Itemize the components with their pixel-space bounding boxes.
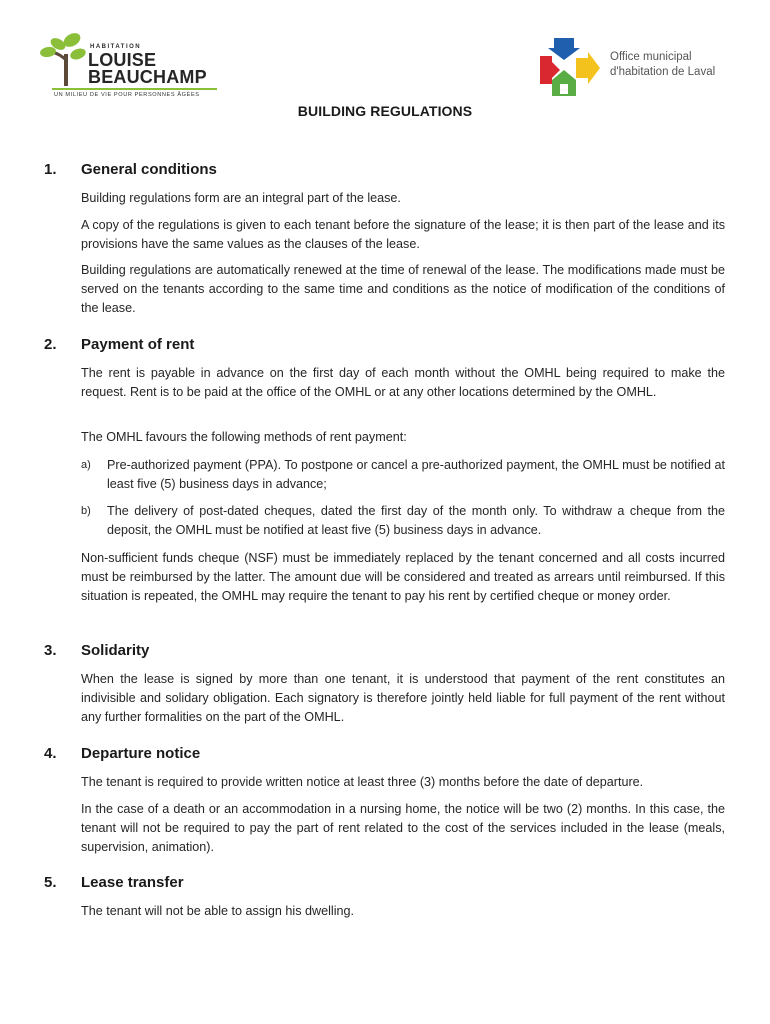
omhl-name-line1: Office municipal: [610, 51, 692, 63]
list-marker: b): [81, 505, 91, 517]
logo-line2: BEAUCHAMP: [88, 67, 207, 87]
section-number: 2.: [44, 336, 57, 353]
omhl-logo: [538, 34, 728, 100]
section-5-paragraph: The tenant will not be able to assign his dwelling.: [81, 904, 355, 918]
logo-small-text: HABITATION: [90, 44, 142, 50]
section-number: 1.: [44, 161, 57, 178]
section-number: 5.: [44, 874, 57, 891]
section-2-paragraph: The rent is payable in advance on the first day of each month without the OMHL being required to make the request. Rent is to be paid at the office of the OMHL or at any other locations determined by the OMHL.: [81, 366, 725, 399]
section-1-heading: [44, 161, 217, 178]
list-marker: a): [81, 459, 91, 471]
logo-line1: LOUISE: [88, 50, 157, 70]
list-item: [81, 456, 725, 494]
section-title: Solidarity: [81, 642, 150, 659]
section-3-paragraph: When the lease is signed by more than one tenant, it is understood that payment of the rent constitutes an indivisible and solidary obligation. Each signatory is therefore jointly held liable for full payment of the rent without any further formalities on the part of the OMHL.: [81, 672, 725, 724]
section-1-paragraph: Building regulations form are an integral part of the lease.: [81, 191, 401, 205]
section-4-paragraph: The tenant is required to provide written notice at least three (3) months before the date of departure.: [81, 775, 644, 789]
section-number: 4.: [44, 745, 57, 762]
omhl-emblem-icon: [538, 34, 604, 100]
document-title: BUILDING REGULATIONS: [297, 103, 473, 119]
section-4-paragraph: In the case of a death or an accommodation in a nursing home, the notice will be two (2) months. In this case, the tenant will not be required to pay the part of rent related to the cost of the services included in the lease (meals, supervision, animation).: [81, 802, 725, 854]
section-title: Departure notice: [81, 745, 201, 762]
list-text: The delivery of post-dated cheques, dated the first day of the month only. To withdraw a cheque from the deposit, the OMHL must be notified at least five (5) business days in advance.: [107, 504, 725, 537]
section-2-heading: [44, 336, 194, 353]
omhl-name: [610, 50, 715, 80]
louise-beauchamp-logo: [38, 30, 223, 102]
section-5-heading: [44, 874, 184, 891]
section-1-paragraph: Building regulations are automatically renewed at the time of renewal of the lease. The modifications made must be served on the tenants according to the same time and conditions as the notice of modification of the conditions of the lease.: [81, 263, 725, 315]
section-4-heading: [44, 745, 200, 762]
section-title: Lease transfer: [81, 874, 184, 891]
omhl-name-line2: d'habitation de Laval: [610, 66, 716, 78]
section-title: General conditions: [81, 161, 217, 178]
section-1-paragraph: A copy of the regulations is given to each tenant before the signature of the lease; it is then part of the lease and its provisions have the same values as the clauses of the lease.: [81, 218, 725, 251]
section-2-paragraph: Non-sufficient funds cheque (NSF) must be immediately replaced by the tenant concerned and all costs incurred must be reimbursed by the latter. The amount due will be considered and treated as arrears until reimbursed. If this situation is repeated, the OMHL may require the tenant to pay his rent by certified cheque or money order.: [81, 551, 725, 603]
section-number: 3.: [44, 642, 57, 659]
logo-tagline: UN MILIEU DE VIE POUR PERSONNES ÂGÉES: [54, 92, 200, 98]
list-item: [81, 502, 725, 540]
section-title: Payment of rent: [81, 336, 195, 353]
section-2-paragraph: The OMHL favours the following methods of rent payment:: [81, 430, 407, 444]
logo-divider: [52, 88, 217, 90]
list-text: Pre-authorized payment (PPA). To postpone or cancel a pre-authorized payment, the OMHL must be notified at least five (5) business days in advance;: [107, 458, 725, 491]
section-3-heading: [44, 642, 149, 659]
